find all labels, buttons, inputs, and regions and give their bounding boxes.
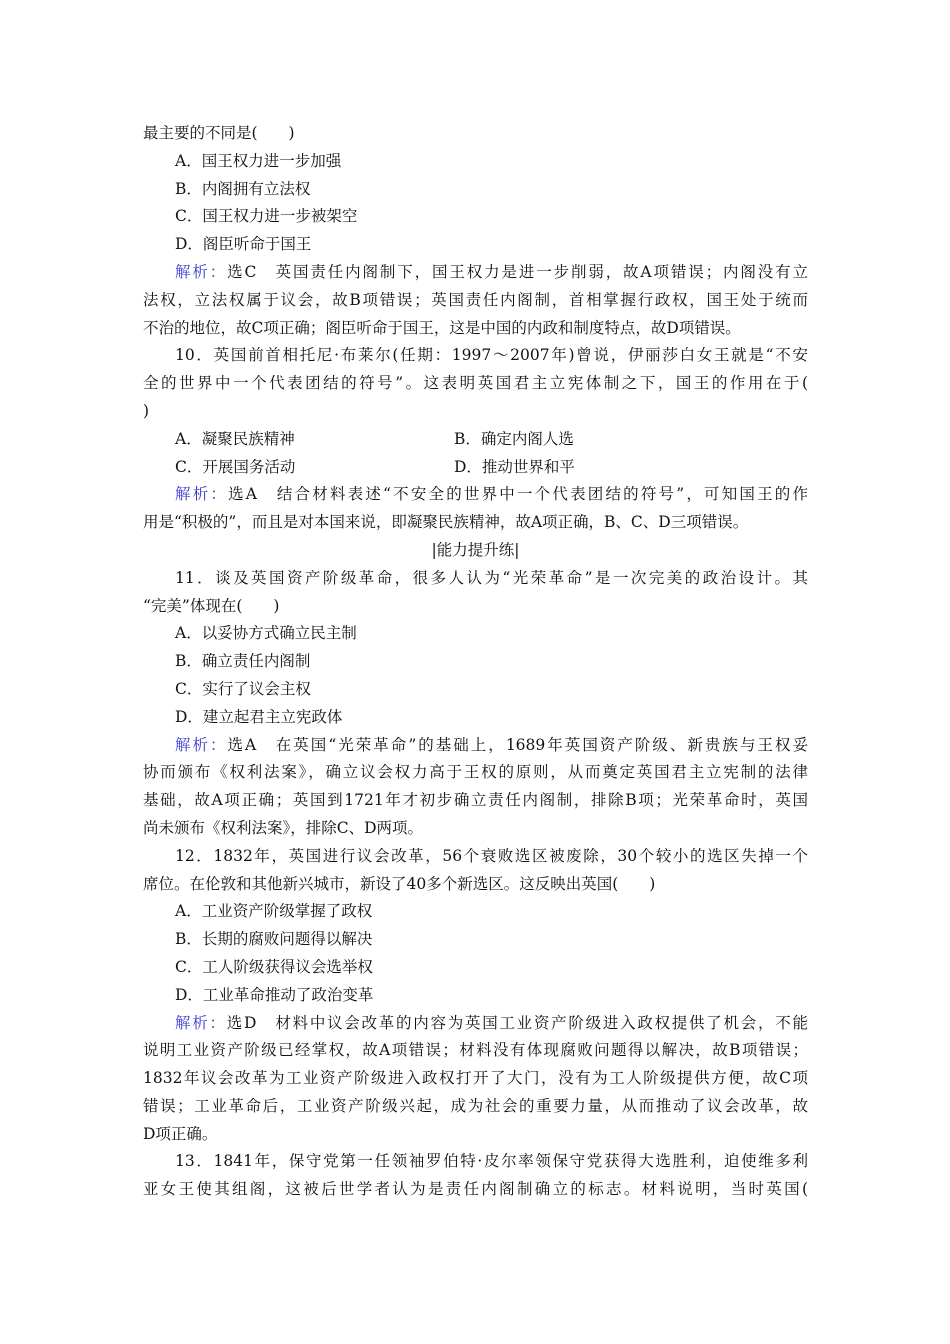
q12-stem-line: 席位。在伦敦和其他新兴城市，新设了40多个新选区。这反映出英国( ) (143, 874, 656, 893)
q11-analysis-line: 解析：选A 在英国“光荣革命”的基础上，1689年英国资产阶级、新贵族与王权妥 (175, 735, 808, 754)
analysis-label: 解析： (175, 485, 229, 504)
section-title: |能力提升练| (431, 540, 520, 559)
q11-option-a: A．以妥协方式确立民主制 (175, 624, 357, 643)
q12-analysis-line: D项正确。 (143, 1124, 218, 1143)
q12-option-b: B．长期的腐败问题得以解决 (175, 930, 373, 949)
analysis-label: 解析： (175, 262, 228, 281)
q11-stem-line: 11．谈及英国资产阶级革命，很多人认为“光荣革命”是一次完美的政治设计。其 (175, 568, 808, 587)
analysis-label: 解析： (175, 735, 228, 754)
q10-analysis-line: 解析：选A 结合材料表述“不安全的世界中一个代表团结的符号”，可知国王的作 (175, 485, 808, 504)
q9-option-b: B．内阁拥有立法权 (175, 179, 311, 198)
q9-option-a: A．国王权力进一步加强 (175, 151, 342, 170)
q9-option-c: C．国王权力进一步被架空 (175, 207, 358, 226)
q10-option-b: B．确定内阁人选 (454, 429, 574, 448)
q10-option-c: C．开展国务活动 (175, 457, 296, 476)
q12-option-a: A．工业资产阶级掌握了政权 (175, 902, 373, 921)
q11-analysis-line: 协而颁布《权利法案》，确立议会权力高于王权的原则，从而奠定英国君主立宪制的法律 (143, 763, 808, 782)
q11-option-b: B．确立责任内阁制 (175, 652, 311, 671)
q11-stem-line: “完美”体现在( ) (143, 596, 280, 615)
q9-stem: 最主要的不同是( ) (143, 124, 295, 142)
q12-option-d: D．工业革命推动了政治变革 (175, 985, 374, 1004)
q12-option-c: C．工人阶级获得议会选举权 (175, 957, 373, 976)
q12-analysis-line: 错误；工业革命后，工业资产阶级兴起，成为社会的重要力量，从而推动了议会改革，故 (143, 1096, 808, 1115)
q10-stem-line: ) (143, 401, 150, 420)
q10-option-a: A．凝聚民族精神 (175, 429, 295, 448)
q10-options-row (143, 426, 808, 454)
q10-stem-line: 全的世界中一个代表团结的符号”。这表明英国君主立宪体制之下，国王的作用在于( (143, 374, 808, 393)
q12-analysis-line: 解析：选D 材料中议会改革的内容为英国工业资产阶级进入政权提供了机会，不能 (175, 1013, 808, 1032)
q10-option-d: D．推动世界和平 (454, 457, 575, 476)
q10-stem-line: 10．英国前首相托尼·布莱尔(任期：1997～2007年)曾说，伊丽莎白女王就是“不安 (175, 346, 808, 365)
analysis-label: 解析： (175, 1013, 227, 1032)
q13-stem-line: 13．1841年，保守党第一任领袖罗伯特·皮尔率领保守党获得大选胜利，迫使维多利 (175, 1152, 808, 1171)
q11-option-c: C．实行了议会主权 (175, 679, 311, 698)
q12-stem-line: 12．1832年，英国进行议会改革，56个衰败选区被废除，30个较小的选区失掉一个 (175, 846, 808, 865)
q9-analysis-line: 解析：选C 英国责任内阁制下，国王权力是进一步削弱，故A项错误；内阁没有立 (175, 262, 808, 281)
q10-options-row (143, 454, 808, 482)
q12-analysis-line: 说明工业资产阶级已经掌权，故A项错误；材料没有体现腐败问题得以解决，故B项错误； (143, 1041, 808, 1060)
q9-analysis-line: 不治的地位，故C项正确；阁臣听命于国王，这是中国的内政和制度特点，故D项错误。 (143, 318, 741, 337)
q11-analysis-line: 尚未颁布《权利法案》，排除C、D两项。 (143, 818, 424, 837)
q11-option-d: D．建立起君主立宪政体 (175, 707, 343, 726)
q9-option-d: D．阁臣听命于国王 (175, 235, 312, 254)
q9-analysis-line: 法权，立法权属于议会，故B项错误；英国责任内阁制，首相掌握行政权，国王处于统而 (143, 290, 808, 309)
q12-analysis-line: 1832年议会改革为工业资产阶级进入政权打开了大门，没有为工人阶级提供方便，故C项 (143, 1069, 808, 1088)
document-page (143, 120, 808, 1204)
q11-analysis-line: 基础，故A项正确；英国到1721年才初步确立责任内阁制，排除B项；光荣革命时，英国 (143, 791, 808, 810)
q10-analysis-line: 用是“积极的”，而且是对本国来说，即凝聚民族精神，故A项正确，B、C、D三项错误。 (143, 513, 749, 532)
q13-stem-line: 亚女王使其组阁，这被后世学者认为是责任内阁制确立的标志。材料说明，当时英国( (143, 1180, 808, 1199)
